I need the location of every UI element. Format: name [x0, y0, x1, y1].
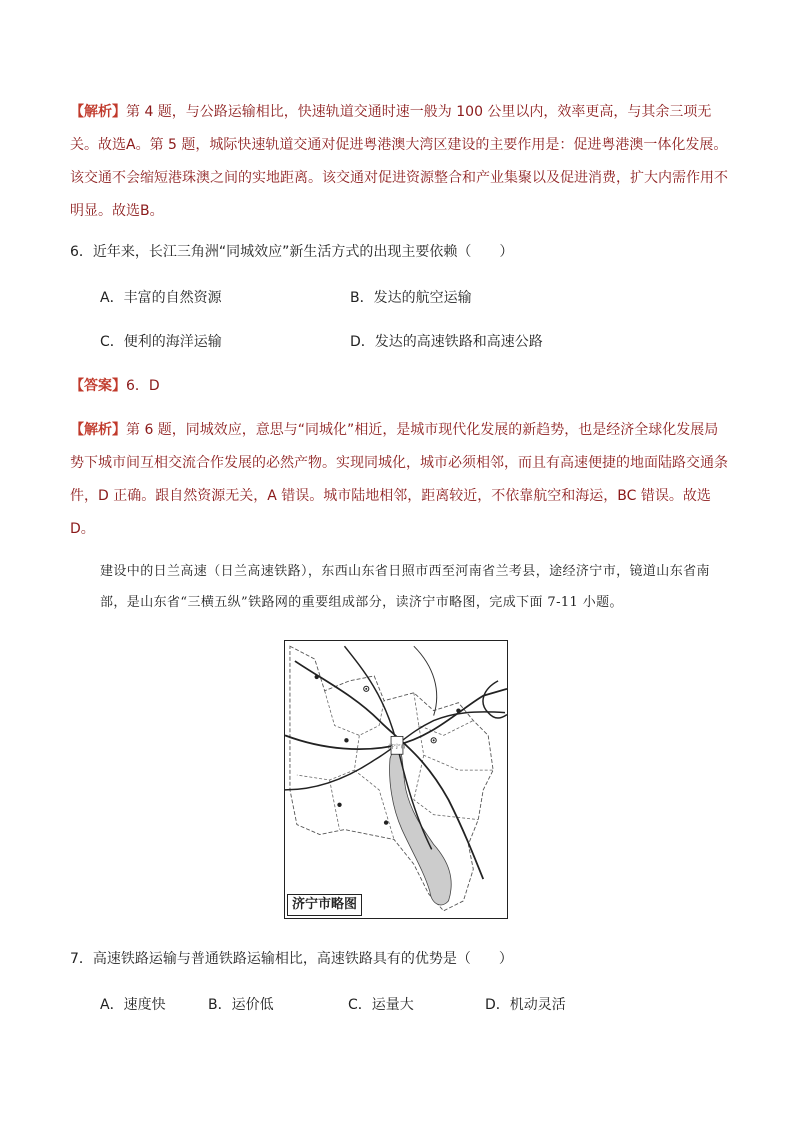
- q6-option-a: A．丰富的自然资源: [100, 290, 222, 306]
- answer-value: 6．D: [126, 378, 160, 394]
- answer-tag: 【答案】: [70, 378, 126, 394]
- analysis-paragraph-4-5: [70, 96, 730, 228]
- analysis-tag: 【解析】: [70, 422, 126, 438]
- analysis-text: 第 4 题，与公路运输相比，快速轨道交通时速一般为 100 公里以内，效率更高，与其余三项无关。故选A。第 5 题，城际快速轨道交通对促进粤港澳大湾区建设的主要作用是：促进粤港澳一体化发展。该交通不会缩短港珠澳之间的实地距离。该交通对促进资源整合和产业集聚以及促进消费，扩大内需作用不明显。故选B。: [70, 104, 728, 219]
- q6-option-c: C．便利的海洋运输: [100, 334, 222, 350]
- question-7-stem: 7．高速铁路运输与普通铁路运输相比，高速铁路具有的优势是（ ）: [70, 951, 513, 967]
- city-label: 济宁市: [388, 743, 406, 751]
- passage-intro: 建设中的日兰高速（日兰高速铁路），东西山东省日照市西至河南省兰考县，途经济宁市，镜道山东省南部，是山东省“三横五纵”铁路网的重要组成部分，读济宁市略图，完成下面 7-11 小题。: [100, 564, 710, 610]
- q7-option-d: D．机动灵活: [485, 997, 566, 1013]
- analysis-text: 第 6 题，同城效应，意思与“同城化”相近，是城市现代化发展的新趋势，也是经济全球化发展局势下城市间互相交流合作发展的必然产物。实现同城化，城市必须相邻，而且有高速便捷的地面陆路交通条件，D 正确。跟自然资源无关，A 错误。城市陆地相邻，距离较近，不依靠航空和海运，BC 错误。故选D。: [70, 422, 728, 537]
- q7-option-c: C．运量大: [348, 997, 414, 1013]
- q6-option-d: D．发达的高速铁路和高速公路: [350, 334, 543, 350]
- question-6-stem: 6．近年来，长江三角洲“同城效应”新生活方式的出现主要依赖（ ）: [70, 244, 514, 260]
- answer-6: [70, 370, 730, 403]
- analysis-tag: 【解析】: [70, 104, 126, 120]
- q6-option-b: B．发达的航空运输: [350, 290, 472, 306]
- map-title: 济宁市略图: [287, 894, 362, 916]
- q7-option-b: B．运价低: [208, 997, 274, 1013]
- jining-map: [284, 640, 508, 919]
- analysis-paragraph-6: [70, 414, 730, 546]
- q7-option-a: A．速度快: [100, 997, 166, 1013]
- map-drawing: [285, 641, 507, 918]
